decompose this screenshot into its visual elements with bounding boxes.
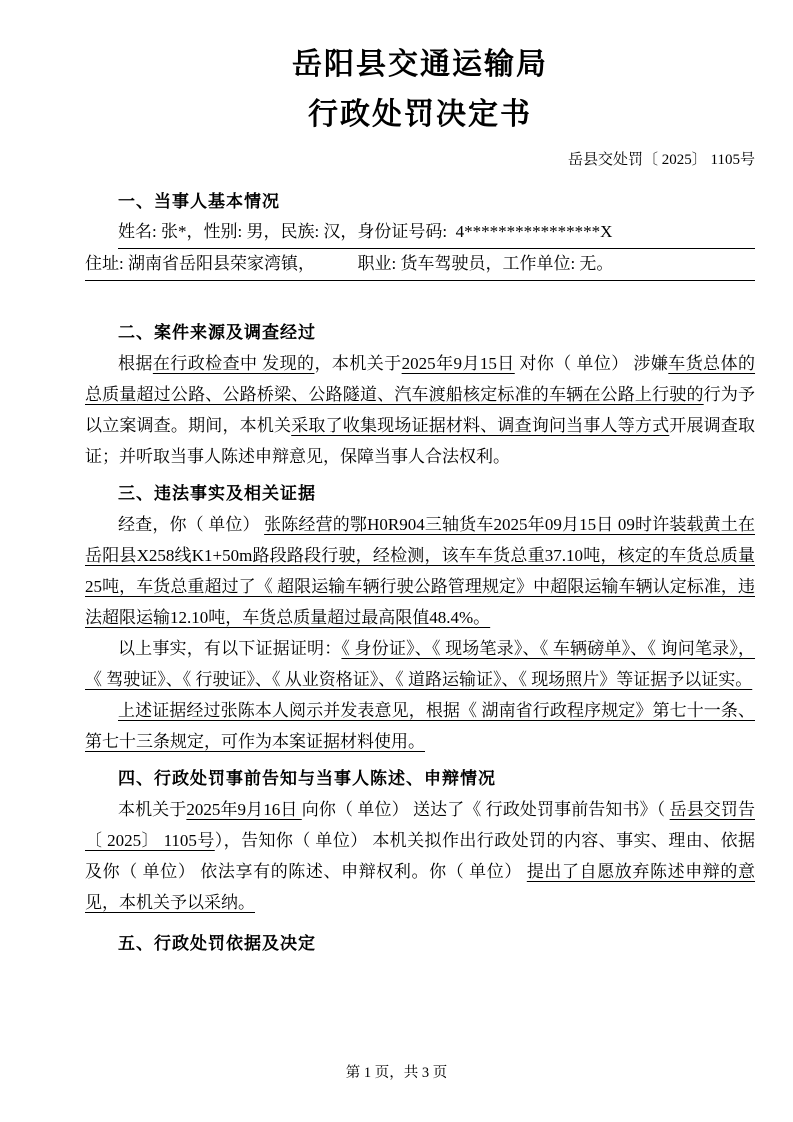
section-2-heading: 二、案件来源及调查经过 — [118, 323, 316, 342]
section-3-paragraph-3 — [85, 695, 755, 757]
plain-text: 对你（ 单位） 涉嫌 — [514, 354, 669, 373]
document-number: 岳县交处罚〔 2025〕 1105号 — [568, 152, 755, 168]
party-info-line-1 — [118, 217, 755, 249]
section-3-paragraph-2 — [85, 633, 755, 695]
underlined-text: 2025年9月15日 — [401, 354, 515, 373]
section-1-heading: 一、当事人基本情况 — [118, 192, 280, 211]
section-5-heading: 五、行政处罚依据及决定 — [118, 934, 316, 953]
underlined-text: 上述证据经过张陈本人阅示并发表意见，根据《 湖南省行政程序规定》第七十一条、第七十三条规定，可作为本案证据材料使用。 — [85, 701, 755, 751]
plain-text: 行为予以立案调查。期间，本机关 — [85, 385, 756, 435]
plain-text: 以上事实，有以下证据证明： — [118, 639, 342, 658]
plain-text: 开展调查取证；并听取当事人陈述申辩意见，保障当事人合法权利。 — [85, 416, 756, 466]
plain-text: 姓名: 张*，性别: 男，民族: 汉，身份证号码: 4****************X — [118, 222, 613, 241]
underlined-text: 采取了收集现场证据材料、调查询问当事人等方式 — [291, 416, 670, 435]
section-2-paragraph — [85, 348, 755, 472]
underlined-text: 岳县交罚告〔 2025〕 1105号 — [85, 800, 755, 850]
underlined-text: 提出了自愿放弃陈述申辩的意见，本机关予以采纳。 — [85, 862, 756, 912]
party-info-line-2 — [85, 249, 755, 281]
plain-text: 根据 — [118, 354, 153, 373]
underlined-text: 《 身份证》、《 现场笔录》、《 车辆磅单》、《 询问笔录》，《 驾驶证》、《 行驶证》、《 从业资格证》、《 道路运输证》、《 现场照片》等证据予以证实。 — [85, 639, 756, 689]
document-content — [85, 0, 755, 959]
document-title: 行政处罚决定书 — [308, 98, 532, 131]
underlined-text: 张陈经营的鄂H0R904三轴货车2025年09月15日 09时许装载黄土在岳阳县X258线K1+50m路段路段行驶，经检测，该车车货总重37.10吨，核定的车货总质量25吨，车货总重超过了《 超限运输车辆行驶公路管理规定》中超限运输车辆认定标准，违法超限运输12.10吨，车货总质量超过最高限值48.4%。 — [85, 515, 755, 627]
plain-text: 住址: 湖南省岳阳县荣家湾镇， 职业: 货车驾驶员，工作单位: 无。 — [85, 254, 614, 273]
plain-text: ），告知你（ 单位） 本机关拟作出行政处罚的内容、事实、理由、依据及你（ 单位） 依法享有的陈述、申辩权利。你（ 单位） — [85, 831, 755, 881]
section-3-paragraph-1 — [85, 509, 755, 633]
underlined-text: 在行政检查中 发现的 — [152, 354, 315, 373]
section-3-heading: 三、违法事实及相关证据 — [118, 484, 316, 503]
page-footer: 第 1 页，共 3 页 — [345, 1065, 448, 1081]
plain-text: 向你（ 单位） 送达了《 行政处罚事前告知书》（ — [301, 800, 670, 819]
section-4-paragraph-1 — [85, 794, 755, 918]
section-4-heading: 四、行政处罚事前告知与当事人陈述、申辩情况 — [118, 769, 496, 788]
plain-text: 经查，你（ 单位） — [118, 515, 265, 534]
plain-text: 本机关于 — [118, 800, 187, 819]
underlined-text: 车货总体的总质量超过公路、公路桥梁、公路隧道、汽车渡船核定标准的车辆在公路上行驶的 — [85, 354, 756, 404]
underlined-text: 2025年9月16日 — [186, 800, 302, 819]
agency-title: 岳阳县交通运输局 — [292, 48, 548, 81]
plain-text: ，本机关于 — [314, 354, 402, 373]
